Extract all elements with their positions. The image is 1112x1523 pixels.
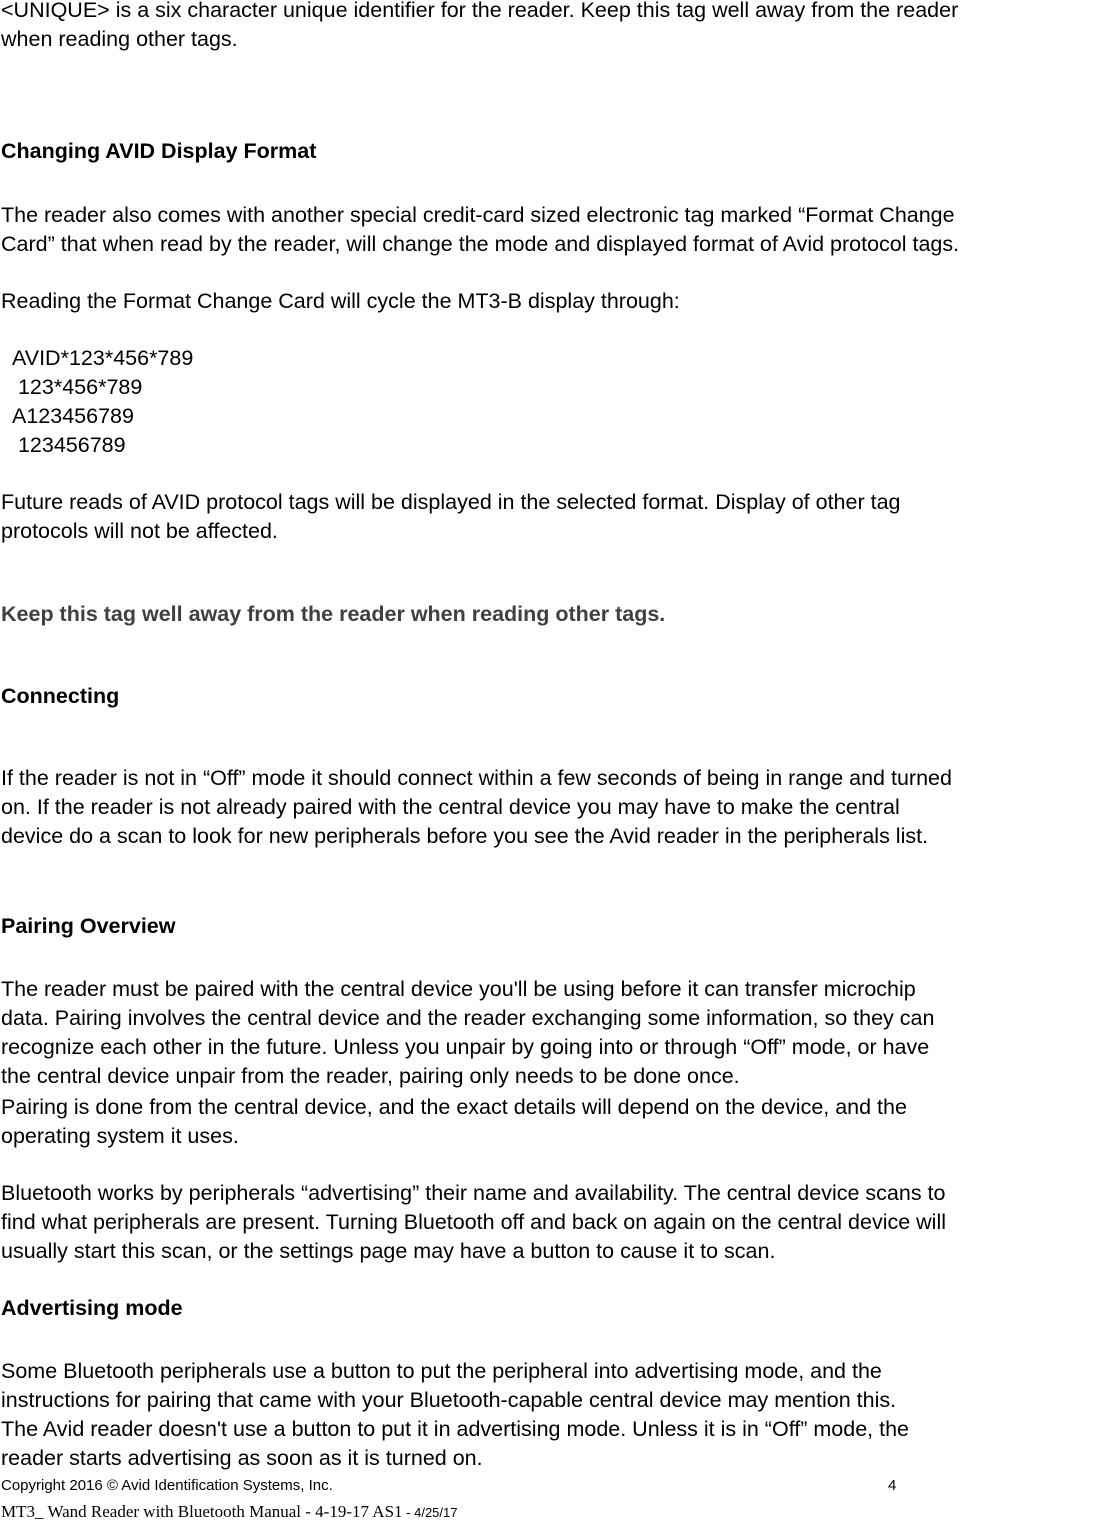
text-line: when reading other tags. (1, 27, 238, 51)
advertising-paragraph (1, 1357, 1111, 1473)
footer-manual-name: MT3_ Wand Reader with Bluetooth Manual - 4-19-17 AS1 (1, 1502, 403, 1521)
text-line: The reader must be paired with the central device you'll be using before it can transfer microchip (1, 977, 916, 1001)
format-paragraph-3 (1, 488, 1111, 546)
text-line: If the reader is not in “Off” mode it should connect within a few seconds of being in range and turned (1, 766, 952, 790)
heading-changing-avid-display-format: Changing AVID Display Format (1, 139, 317, 163)
format-paragraph-1 (1, 201, 1111, 259)
heading-advertising-mode: Advertising mode (1, 1296, 183, 1320)
text-line: Pairing is done from the central device, and the exact details will depend on the device, and the (1, 1095, 907, 1119)
warning-note: Keep this tag well away from the reader when reading other tags. (1, 602, 666, 626)
intro-paragraph (1, 0, 1111, 54)
pairing-paragraph-2 (1, 1093, 1111, 1151)
format-item: A123456789 (12, 404, 134, 428)
pairing-paragraph-1 (1, 975, 1111, 1091)
format-item: AVID*123*456*789 (12, 346, 194, 370)
text-line: protocols will not be affected. (1, 519, 278, 543)
text-line: Future reads of AVID protocol tags will be displayed in the selected format. Display of other tag (1, 490, 901, 514)
footer-page-number: 4 (888, 1477, 897, 1494)
text-line: Some Bluetooth peripherals use a button to put the peripheral into advertising mode, and the (1, 1359, 882, 1383)
text-line: The Avid reader doesn't use a button to put it in advertising mode. Unless it is in “Off” mode, the (1, 1417, 909, 1441)
text-line: the central device unpair from the reader, pairing only needs to be done once. (1, 1064, 740, 1088)
text-line: Bluetooth works by peripherals “advertising” their name and availability. The central device scans to (1, 1181, 946, 1205)
format-item: 123*456*789 (12, 375, 143, 399)
format-item: 123456789 (12, 433, 126, 457)
text-line: on. If the reader is not already paired with the central device you may have to make the central (1, 795, 900, 819)
text-line: instructions for pairing that came with your Bluetooth-capable central device may mention this. (1, 1388, 897, 1412)
text-line: data. Pairing involves the central device and the reader exchanging some information, so they can (1, 1006, 935, 1030)
text-line: The reader also comes with another special credit-card sized electronic tag marked “Format Change (1, 203, 955, 227)
format-paragraph-2: Reading the Format Change Card will cycle the MT3-B display through: (1, 289, 680, 313)
text-line: find what peripherals are present. Turning Bluetooth off and back on again on the central device will (1, 1210, 947, 1234)
footer-copyright: Copyright 2016 © Avid Identification Systems, Inc. (1, 1477, 333, 1494)
footer-manual-title (1, 1502, 457, 1523)
format-list (12, 344, 193, 460)
text-line: recognize each other in the future. Unless you unpair by going into or through “Off” mode, or have (1, 1035, 930, 1059)
text-line: device do a scan to look for new peripherals before you see the Avid reader in the peripherals list. (1, 824, 929, 848)
text-line: Card” that when read by the reader, will change the mode and displayed format of Avid protocol tags. (1, 232, 960, 256)
text-line: operating system it uses. (1, 1124, 239, 1148)
text-line: usually start this scan, or the settings page may have a button to cause it to scan. (1, 1239, 776, 1263)
footer-manual-date: - 4/25/17 (402, 1505, 458, 1520)
heading-connecting: Connecting (1, 684, 120, 708)
connecting-paragraph (1, 764, 1111, 851)
pairing-paragraph-3 (1, 1179, 1111, 1266)
heading-pairing-overview: Pairing Overview (1, 914, 176, 938)
text-line: <UNIQUE> is a six character unique identifier for the reader. Keep this tag well away from the reader (1, 0, 959, 22)
text-line: reader starts advertising as soon as it is turned on. (1, 1446, 483, 1470)
